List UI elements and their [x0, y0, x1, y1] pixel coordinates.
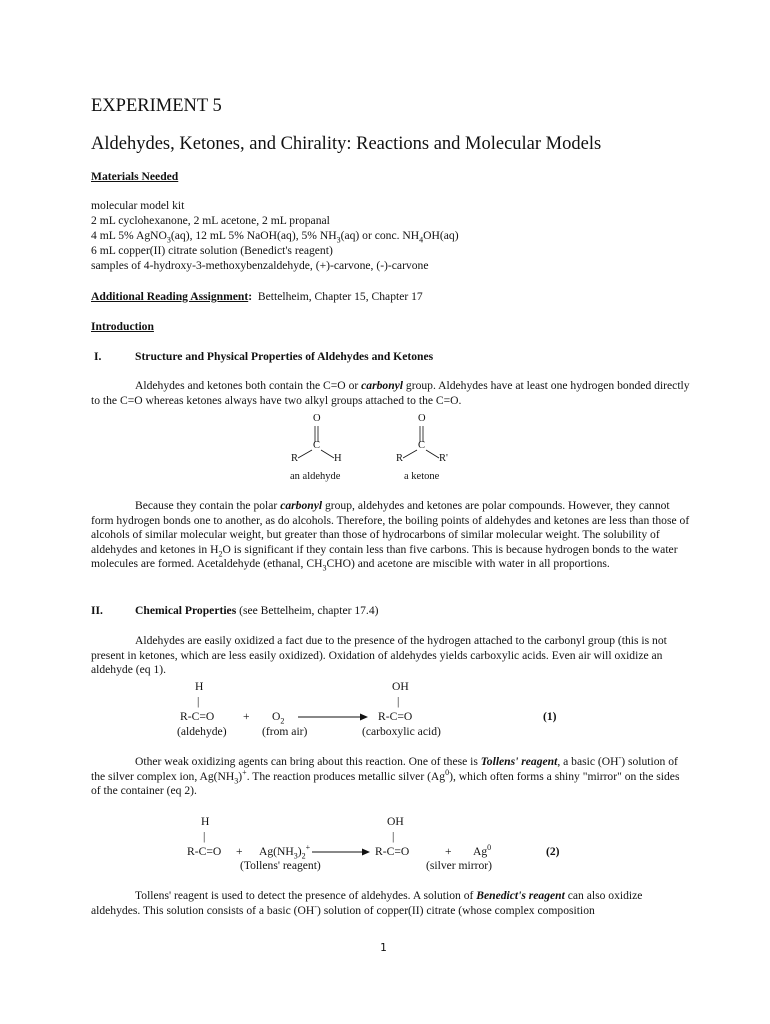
- eq-oxygen: $O_2$: [272, 710, 285, 726]
- eq-bond: |: [197, 695, 200, 708]
- eq-silver: Ag$^0$: [473, 843, 492, 858]
- eq-hydrogen: H: [195, 680, 204, 693]
- experiment-title: Aldehydes, Ketones, and Chirality: Reactions and Molecular Models: [91, 134, 602, 154]
- eq-reactant: R-C=O: [187, 845, 222, 858]
- materials-line: molecular model kit: [91, 199, 185, 212]
- page-number: 1: [380, 941, 387, 954]
- eq-plus: +: [236, 845, 243, 858]
- eq-plus: +: [445, 845, 452, 858]
- ketone-label: a ketone: [404, 471, 440, 482]
- materials-heading: Materials Needed: [91, 170, 179, 183]
- paragraph: Because they contain the polar carbonyl group, aldehydes and ketones are polar compounds. However, they cannot form hydrogen bonds one to another, as do alcohols. Therefore, the boiling points of aldehydes and ketones are less than those of alcohols of similar molecular weight, but greater than those of hydrocarbons of similar molecular weight. The solubility of aldehydes and ketones in $H_2O$ is significant if they contain less than five carbons. This is because hydrogen bonds to the water molecules are formed. Acetaldehyde (ethanal, $CH_3CHO$) and acetone are miscible with water in all proportions.: [91, 499, 690, 573]
- section-title: Structure and Physical Properties of Aldehydes and Ketones: [135, 350, 434, 363]
- section-number: II.: [91, 604, 103, 617]
- eq-label: (from air): [262, 725, 308, 738]
- r-group: R: [396, 453, 404, 464]
- ketone-bonds: [395, 420, 455, 470]
- oxygen-atom: O: [313, 413, 321, 424]
- eq-label: (silver mirror): [426, 859, 492, 872]
- r-group: R: [291, 453, 299, 464]
- eq-label: (Tollens' reagent): [240, 859, 321, 872]
- aldehyde-bonds: [290, 420, 350, 470]
- introduction-heading: Introduction: [91, 320, 154, 333]
- eq-bond: |: [392, 830, 395, 843]
- eq-reactant: R-C=O: [180, 710, 215, 723]
- reaction-arrow: [312, 847, 370, 857]
- paragraph: Aldehydes are easily oxidized a fact due to the presence of the hydrogen attached to the carbonyl group (this is not present in ketones, which are less easily oxidized). Oxidation of aldehydes yields carboxylic acids. Even air will oxidize an aldehyde (eq 1).: [91, 634, 667, 677]
- eq-bond: |: [397, 695, 400, 708]
- materials-line: 4 mL 5% AgNO$_3$(aq), 12 mL 5% NaOH(aq), 5% $NH_3(aq)$ or conc. $NH_4OH(aq)$: [91, 229, 459, 245]
- r-prime-group: R': [439, 453, 448, 464]
- paragraph: Aldehydes and ketones both contain the C=O or carbonyl group. Aldehydes have at least one hydrogen bonded directly to the C=O whereas ketones always have two alkyl groups attached to the C=O.: [91, 379, 690, 407]
- hydrogen-atom: H: [334, 453, 342, 464]
- section-title: Chemical Properties (see Bettelheim, chapter 17.4): [135, 604, 379, 617]
- eq-bond: |: [203, 830, 206, 843]
- section-number: I.: [94, 350, 102, 363]
- eq-hydroxyl: OH: [387, 815, 404, 828]
- carbon-atom: C: [313, 440, 321, 451]
- paragraph: Tollens' reagent is used to detect the presence of aldehydes. A solution of Benedict's reagent can also oxidize aldehydes. This solution consists of a basic (OH-) solution of copper(II) citrate (whose complex composition: [91, 889, 643, 917]
- tollens-reagent: $Ag(NH_3)_2^+$: [259, 843, 311, 861]
- reaction-arrow: [298, 712, 368, 722]
- materials-line: samples of 4-hydroxy-3-methoxybenzaldehyde, (+)-carvone, (-)-carvone: [91, 259, 429, 272]
- equation-number: (2): [546, 845, 560, 858]
- materials-line: 2 mL cyclohexanone, 2 mL acetone, 2 mL propanal: [91, 214, 330, 227]
- paragraph: Other weak oxidizing agents can bring about this reaction. One of these is Tollens' reagent, a basic (OH-) solution of the silver complex ion, $Ag(NH_3)^+$. The reaction produces metallic silver (Ag$^0$), which often forms a shiny "mirror" on the sides of the container (eq 2).: [91, 753, 680, 798]
- oxygen-atom: O: [418, 413, 426, 424]
- eq-product: R-C=O: [378, 710, 413, 723]
- eq-plus: +: [243, 710, 250, 723]
- materials-line: 6 mL copper(II) citrate solution (Benedict's reagent): [91, 244, 333, 257]
- reading-assignment: Additional Reading Assignment: Bettelheim, Chapter 15, Chapter 17: [91, 290, 423, 303]
- experiment-heading: EXPERIMENT 5: [91, 96, 222, 116]
- eq-label: (aldehyde): [177, 725, 227, 738]
- eq-label: (carboxylic acid): [362, 725, 441, 738]
- eq-hydroxyl: OH: [392, 680, 409, 693]
- equation-number: (1): [543, 710, 557, 723]
- aldehyde-label: an aldehyde: [290, 471, 341, 482]
- eq-hydrogen: H: [201, 815, 210, 828]
- carbon-atom: C: [418, 440, 426, 451]
- eq-product: R-C=O: [375, 845, 410, 858]
